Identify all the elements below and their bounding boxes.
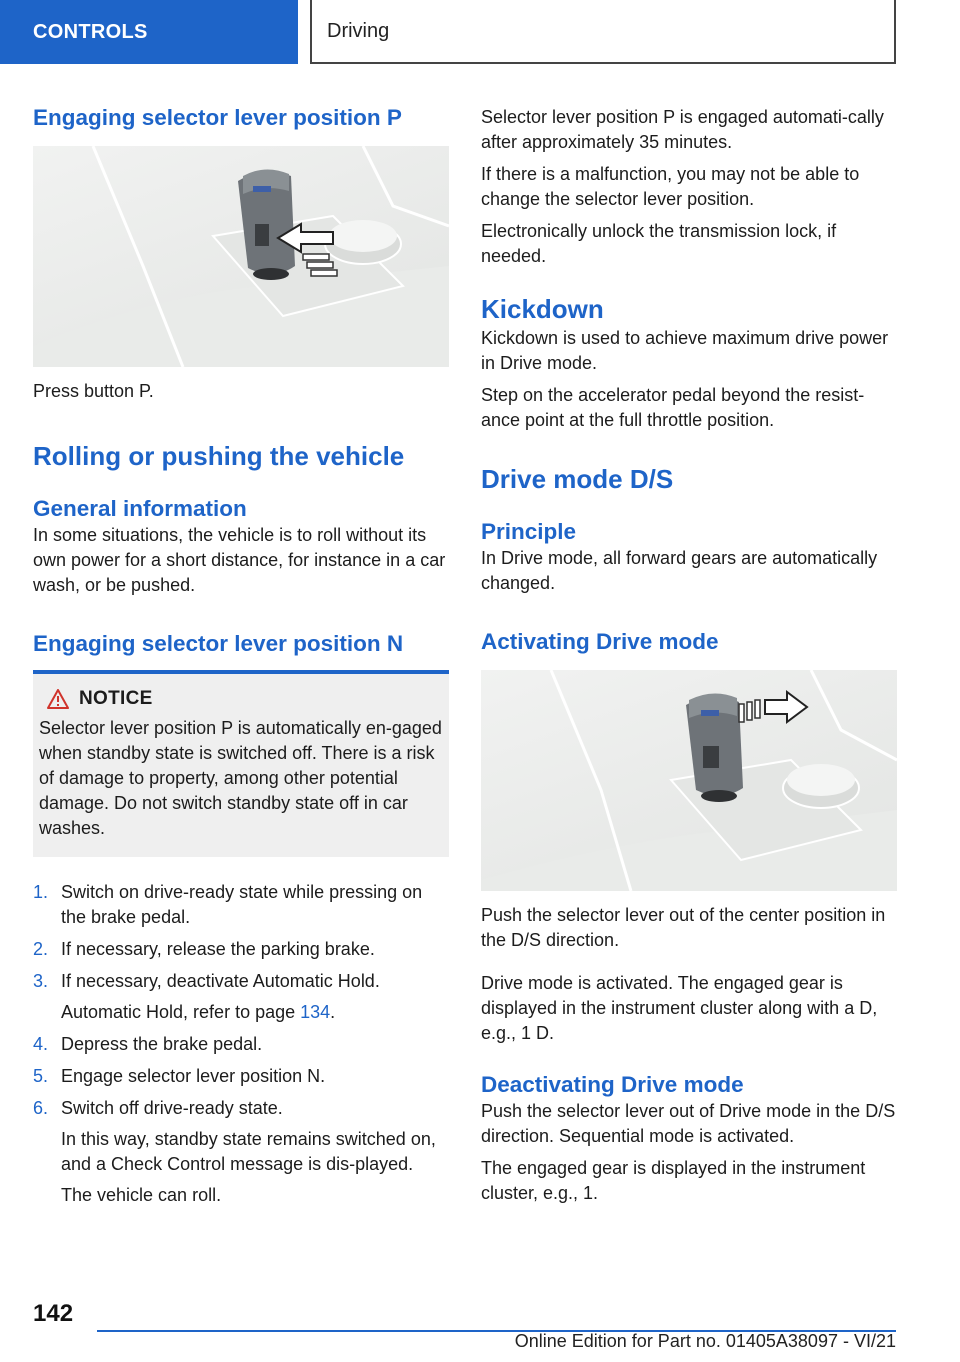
list-item: 4. Depress the brake pedal.	[33, 1034, 263, 1054]
activating-text-1: Push the selector lever out of the center position in the D/S direction.	[481, 905, 886, 950]
activating-text-2: Drive mode is activated. The engaged gear is displayed in the instrument cluster along with a D, e.g., 1 D.	[481, 973, 878, 1043]
console-edge-line-2	[811, 670, 897, 760]
edition-info: Online Edition for Part no. 01405A38097 - VI/21	[514, 1331, 896, 1351]
list-item: 2. If necessary, release the parking brake.	[33, 939, 375, 959]
lever-base	[701, 790, 737, 802]
heading-rolling: Rolling or pushing the vehicle	[33, 441, 405, 471]
lever-buttons	[703, 746, 719, 768]
heading-activating: Activating Drive mode	[481, 629, 719, 654]
button-p	[255, 224, 269, 246]
m-logo	[701, 710, 719, 716]
list-item: 3. If necessary, deactivate Automatic Hold.	[33, 971, 380, 991]
list-item: 1. Switch on drive-ready state while pressing on the brake pedal.	[33, 882, 423, 927]
controller-knob-top	[787, 764, 855, 796]
heading-deactivating: Deactivating Drive mode	[481, 1072, 744, 1097]
warning-icon	[47, 689, 69, 709]
push-lines	[739, 700, 760, 722]
notice-title: NOTICE	[79, 688, 153, 709]
illustration-button-p	[33, 146, 449, 367]
deactivating-text-2: The engaged gear is displayed in the instrument cluster, e.g., 1.	[481, 1158, 866, 1204]
kickdown-text-1: Kickdown is used to achieve maximum drive power in Drive mode.	[481, 327, 889, 373]
malfunction-text: If there is a malfunction, you may not be able to change the selector lever position.	[481, 164, 860, 209]
deactivating-text-1: Push the selector lever out of Drive mode in the D/S direction. Sequential mode is activated.	[481, 1101, 896, 1147]
illustration-frame	[481, 670, 897, 891]
right-column	[481, 105, 897, 269]
heading-engage-n: Engaging selector lever position N	[33, 631, 404, 656]
list-item: 6. Switch off drive-ready state.	[33, 1098, 283, 1118]
heading-general-info: General information	[33, 496, 247, 521]
general-info-text: In some situations, the vehicle is to roll without its own power for a short distance, for instance in a car wash, or be pushed.	[33, 525, 446, 596]
notice-text: Selector lever position P is automatically en‐gaged when standby state is switched off. There is a risk of damage to property, among other potential damage. Do not switch standby state off in car washes.	[39, 718, 442, 838]
illustration-frame	[33, 146, 449, 367]
lever-base	[253, 268, 289, 280]
caption-press-p: Press button P.	[33, 381, 154, 401]
unlock-text: Electronically unlock the transmission lock, if needed.	[481, 221, 837, 266]
principle-text: In Drive mode, all forward gears are automatically changed.	[481, 548, 878, 594]
steps-list	[33, 880, 449, 1208]
heading-engage-p: Engaging selector lever position P	[33, 105, 402, 130]
page-link[interactable]: 134	[300, 1002, 331, 1022]
illustration-drive-mode	[481, 670, 897, 891]
heading-drive-mode: Drive mode D/S	[481, 464, 674, 494]
left-column	[33, 104, 449, 132]
auto-p-text: Selector lever position P is engaged automati‐cally after approximately 35 minutes.	[481, 107, 884, 152]
list-item: 5. Engage selector lever position N.	[33, 1066, 326, 1086]
arrow-icon	[765, 692, 807, 722]
console-edge-line-2	[363, 146, 449, 226]
step-3-reference: Automatic Hold, refer to page 134.	[61, 1002, 336, 1022]
heading-principle: Principle	[481, 519, 577, 544]
chapter-title: Driving	[310, 0, 896, 64]
step-6-note: In this way, standby state remains switched on, and a Check Control message is dis‐played.	[61, 1129, 436, 1174]
section-tab[interactable]: CONTROLS	[0, 0, 298, 64]
notice-box	[33, 670, 449, 857]
page-number: 142	[33, 1300, 74, 1327]
controller-knob-top	[329, 220, 397, 252]
heading-kickdown: Kickdown	[481, 294, 604, 324]
step-6-note: The vehicle can roll.	[61, 1185, 222, 1205]
m-logo	[253, 186, 271, 192]
kickdown-text-2: Step on the accelerator pedal beyond the resist‐ance point at the full throttle position.	[481, 384, 865, 430]
